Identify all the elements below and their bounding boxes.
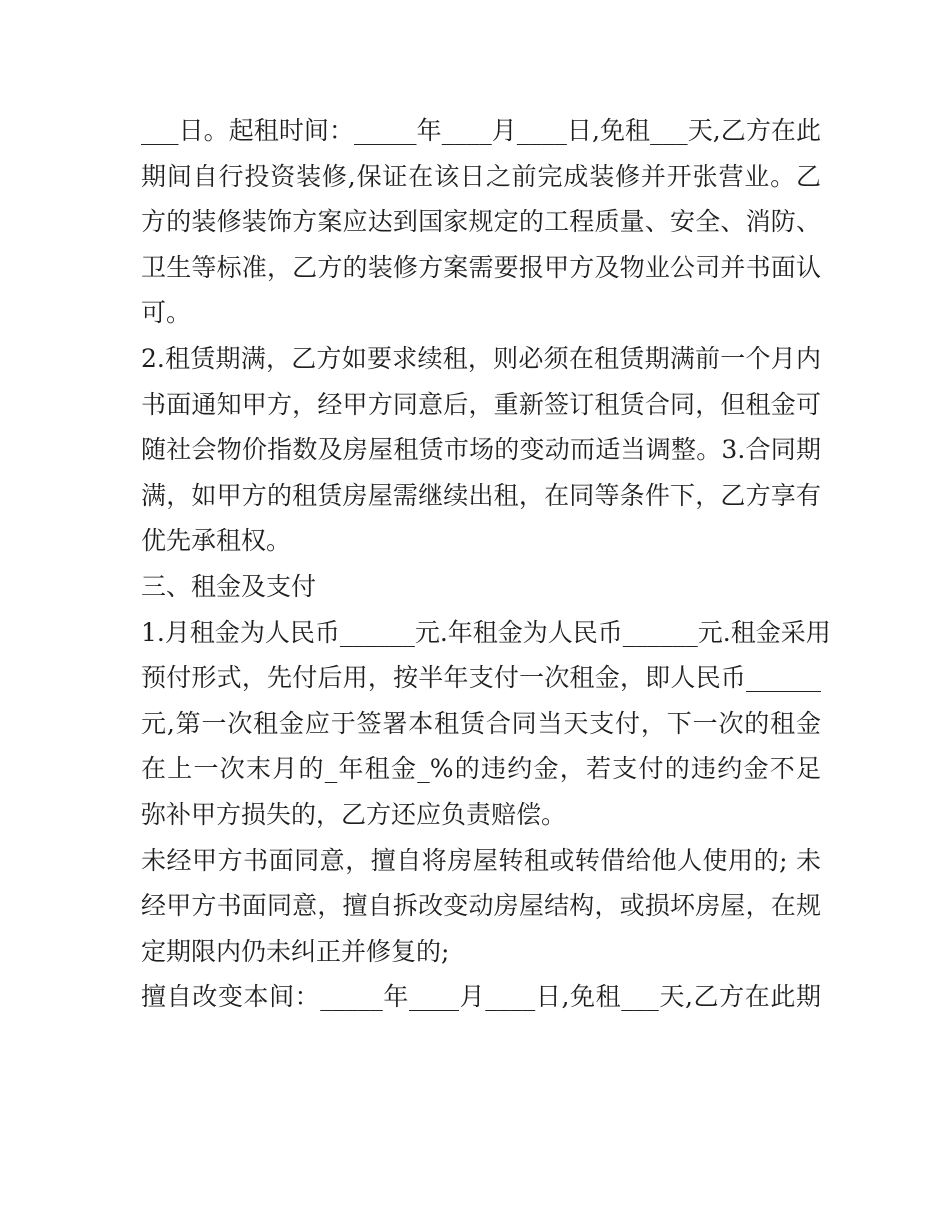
- text-line: 在上一次末月的_年租金_%的违约金，若支付的违约金不足: [141, 754, 821, 784]
- text-line: 随社会物价指数及房屋租赁市场的变动而适当调整。3.合同期: [141, 435, 821, 465]
- text-line: 定期限内仍未纠正并修复的;: [141, 936, 450, 966]
- text-line: 可。: [141, 298, 192, 328]
- text-line: 方的装修装饰方案应达到国家规定的工程质量、安全、消防、: [141, 207, 821, 237]
- text-line: 未经甲方书面同意，擅自将房屋转租或转借给他人使用的; 未: [141, 845, 821, 875]
- text-line: 满，如甲方的租赁房屋需继续出租，在同等条件下，乙方享有: [141, 480, 821, 510]
- text-line: 期间自行投资装修,保证在该日之前完成装修并开张营业。乙: [141, 161, 821, 191]
- text-line: 弥补甲方损失的，乙方还应负责赔偿。: [141, 799, 567, 829]
- text-line: 1.月租金为人民币______元.年租金为人民币______元.租金采用: [141, 617, 831, 647]
- text-line: 卫生等标准，乙方的装修方案需要报甲方及物业公司并书面认: [141, 252, 821, 282]
- text-line: 擅自改变本间：_____年____月____日,免租___天,乙方在此期: [141, 982, 821, 1012]
- text-line: 经甲方书面同意，擅自拆改变动房屋结构，或损坏房屋，在规: [141, 891, 821, 921]
- document-body: [141, 108, 831, 1020]
- text-line: 元,第一次租金应于签署本租赁合同当天支付，下一次的租金: [141, 708, 821, 738]
- text-line: 优先承租权。: [141, 526, 292, 556]
- text-line: 书面通知甲方，经甲方同意后，重新签订租赁合同，但租金可: [141, 389, 821, 419]
- section-heading: 三、租金及支付: [141, 571, 317, 601]
- text-line: 2.租赁期满，乙方如要求续租，则必须在租赁期满前一个月内: [141, 343, 821, 373]
- text-line: 预付形式，先付后用，按半年支付一次租金，即人民币______: [141, 663, 821, 693]
- text-line: ___日。起租时间：_____年____月____日,免租___天,乙方在此: [141, 116, 821, 145]
